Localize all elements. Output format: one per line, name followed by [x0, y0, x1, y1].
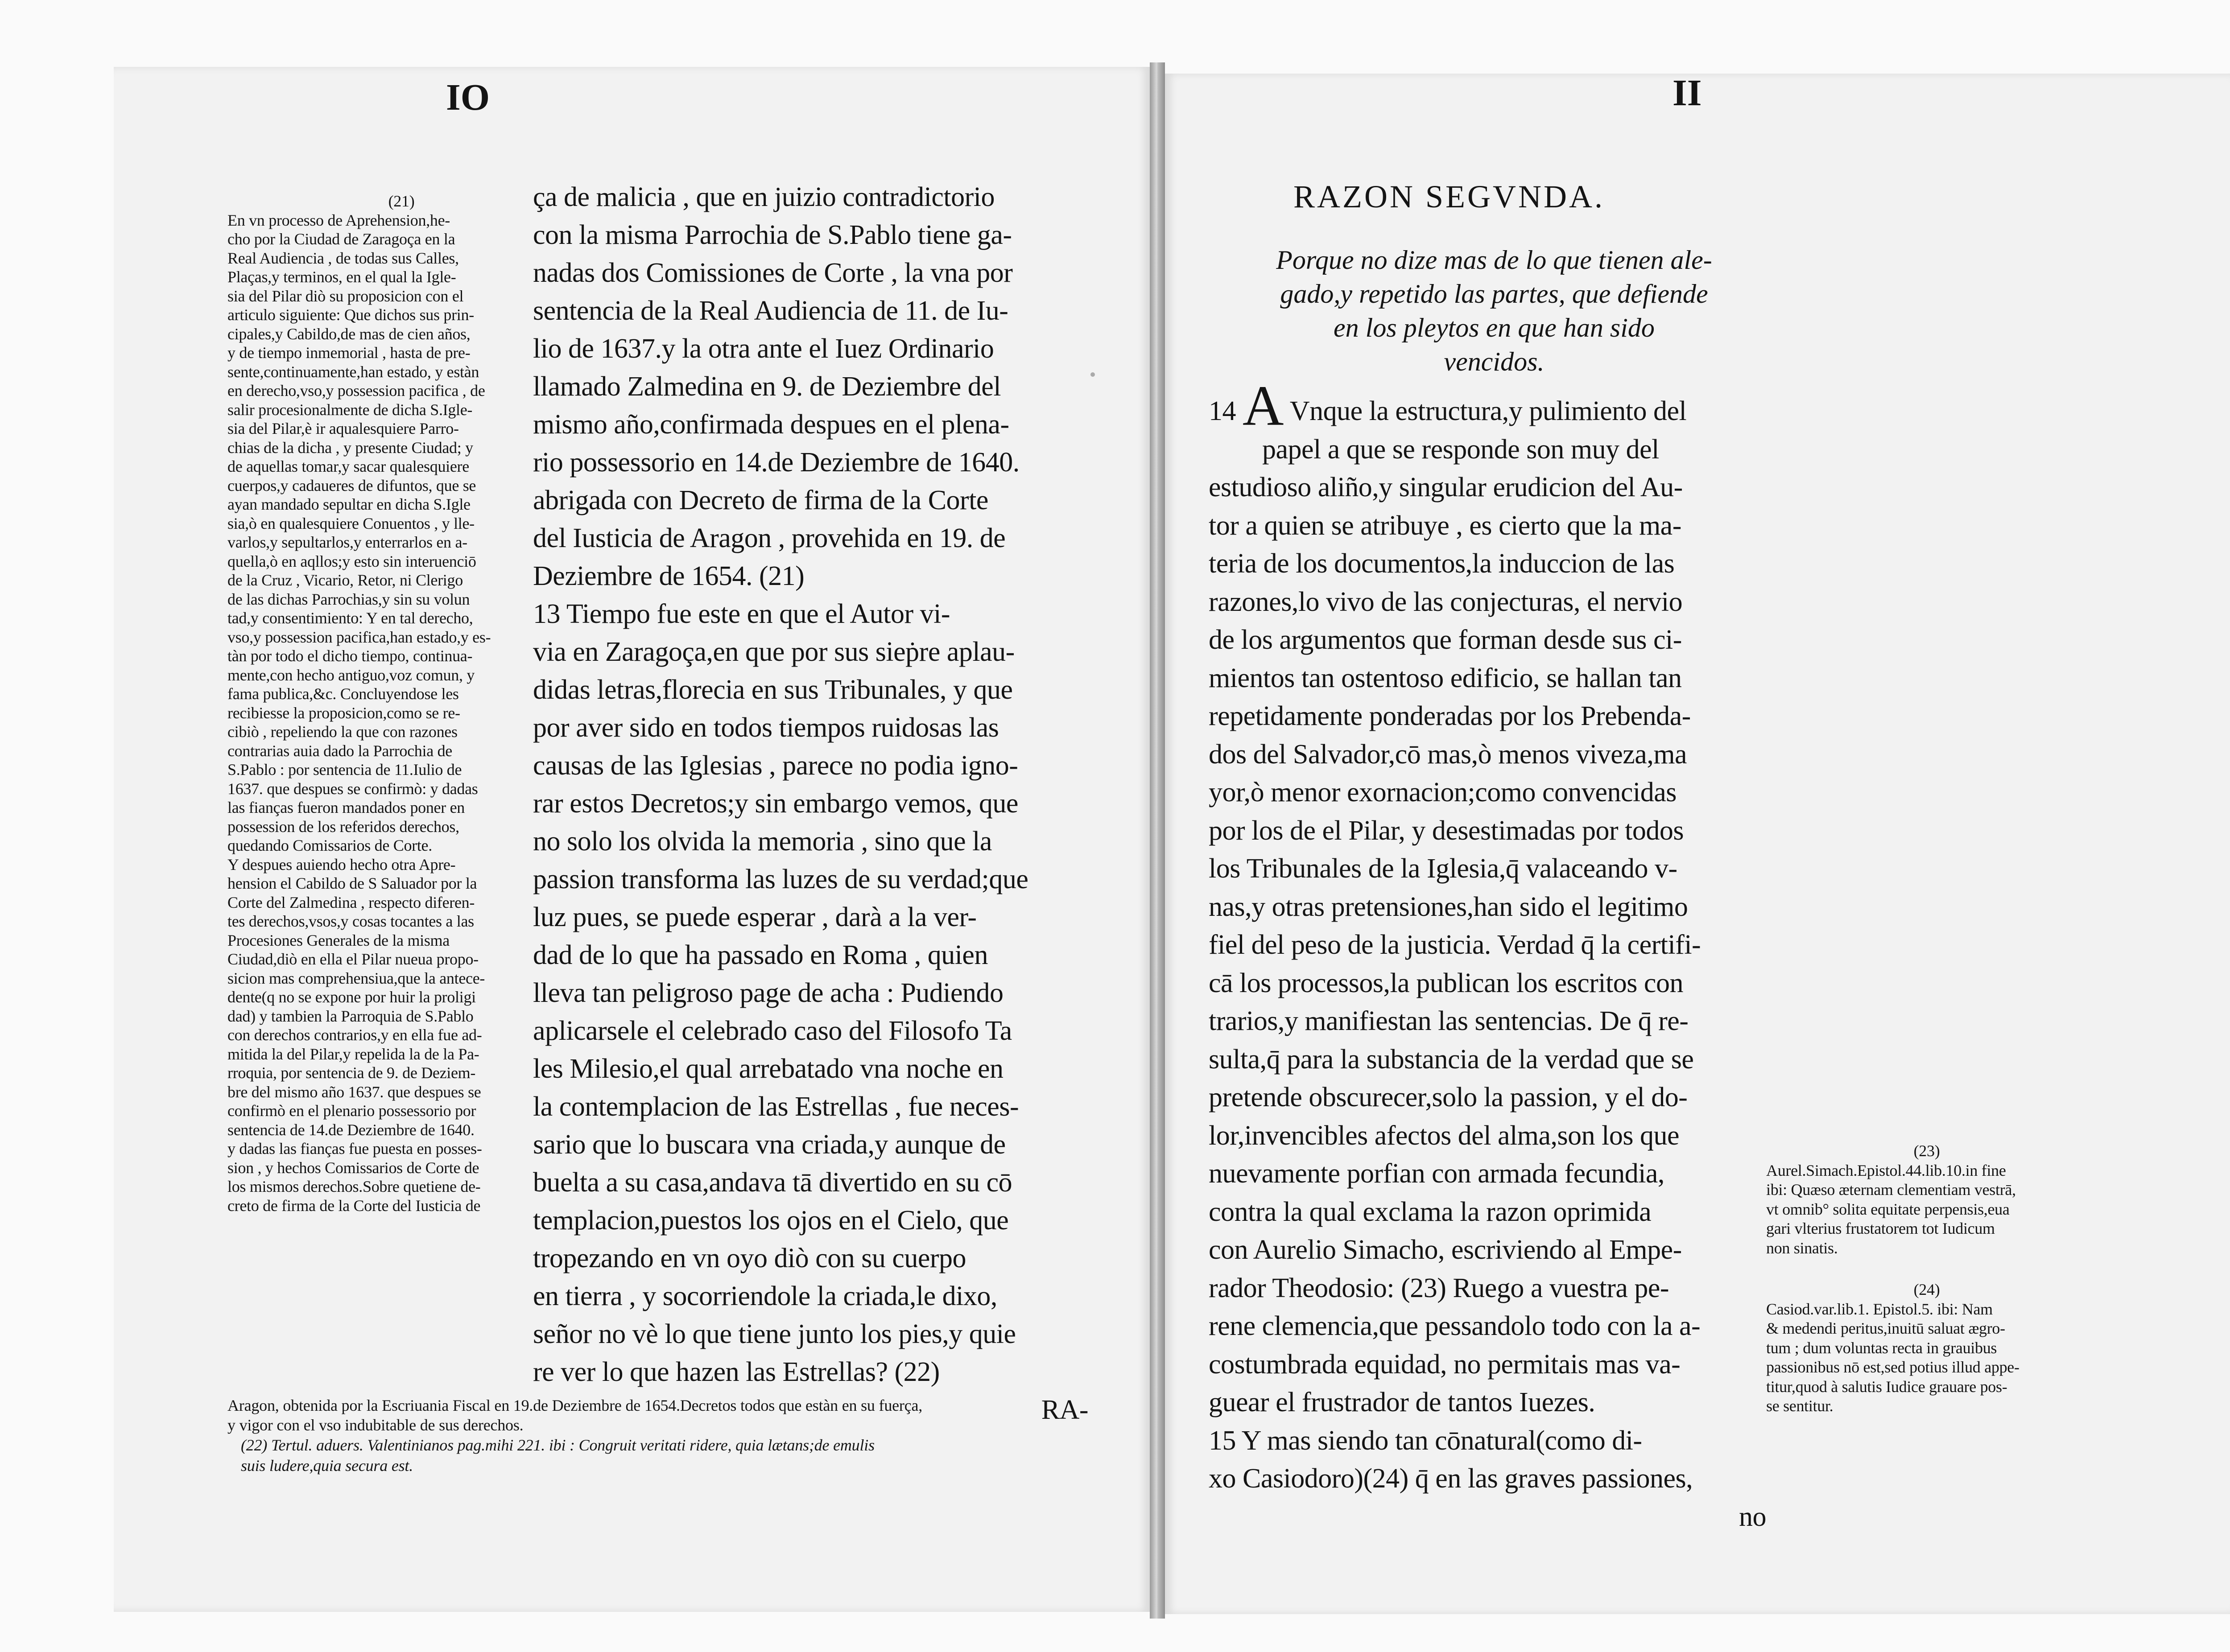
text-line: en tierra , y socorriendole la criada,le dixo,	[533, 1281, 997, 1311]
right-margin-notes	[1766, 1141, 2087, 1416]
text-line: costumbrada equidad, no permitais mas va-	[1209, 1349, 1681, 1380]
text-line: buelta a su casa,andava tā divertido en su cō	[533, 1167, 1012, 1198]
margin-note-line: hension el Cabildo de S Saluador por la	[227, 874, 477, 892]
text-line: 13 Tiempo fue este en que el Autor vi-	[533, 599, 950, 629]
text-line: razones,lo vivo de las conjecturas, el nervio	[1209, 586, 1683, 617]
text-line: pretende obscurecer,solo la passion, y el do-	[1209, 1082, 1688, 1112]
margin-note-line: quedando Comissarios de Corte.	[227, 836, 432, 854]
text-line: luz pues, se puede esperar , darà a la ver-	[533, 902, 977, 932]
text-line: mismo año,confirmada despues en el plena-	[533, 409, 1009, 440]
text-line: rio possessorio en 14.de Deziembre de 1640.	[533, 447, 1020, 478]
subheading-line: en los pleytos en que han sido	[1334, 313, 1655, 342]
dropcap-line	[1209, 374, 1766, 437]
margin-note-line: gari vlterius frustatorem tot Iudicum	[1766, 1219, 1995, 1237]
margin-note-line: sion , y hechos Comissarios de Corte de	[227, 1158, 479, 1177]
text-line: lio de 1637.y la otra ante el Iuez Ordinario	[533, 334, 994, 364]
margin-note-line: dad) y tambien la Parroquia de S.Pablo	[227, 1007, 474, 1025]
text-line: templacion,puestos los ojos en el Cielo, que	[533, 1205, 1009, 1236]
margin-note-line: confirmò en el plenario possessorio por	[227, 1102, 476, 1120]
text-line: rar estos Decretos;y sin embargo vemos, que	[533, 788, 1018, 819]
text-line: sulta,q̄ para la substancia de la verdad que se	[1209, 1044, 1694, 1075]
margin-note-line: Procesiones Generales de la misma	[227, 931, 450, 949]
text-line: repetidamente ponderadas por los Prebenda-	[1209, 701, 1691, 731]
text-line: via en Zaragoça,en que por sus sieṗre aplau-	[533, 637, 1015, 667]
margin-note-line: cuerpos,y cadaueres de difuntos, que se	[227, 476, 476, 494]
text-line: trarios,y manifiestan las sentencias. De q̄ re-	[1209, 1006, 1689, 1036]
text-line: ça de malicia , que en juizio contradictorio	[533, 182, 995, 212]
margin-note-line: mitida la del Pilar,y repelida la de la Pa-	[227, 1045, 479, 1063]
margin-note-line: varlos,y sepultarlos,y enterrarlos en a-	[227, 533, 467, 551]
text-line: la contemplacion de las Estrellas , fue neces-	[533, 1092, 1019, 1122]
text-line: 15 Y mas siendo tan cōnatural(como di-	[1209, 1425, 1642, 1456]
text-line: con Aurelio Simacho, escriviendo al Empe-	[1209, 1235, 1682, 1265]
margin-note-line: Ciudad,diò en ella el Pilar nueua propo-	[227, 950, 479, 968]
text-line: rador Theodosio: (23) Ruego a vuestra pe-	[1209, 1273, 1669, 1303]
margin-note-line: Plaças,y terminos, en el qual la Igle-	[227, 268, 456, 286]
margin-note-line: & medendi peritus,inuitū saluat ægro-	[1766, 1319, 2005, 1337]
margin-note-line: Casiod.var.lib.1. Epistol.5. ibi: Nam	[1766, 1300, 1993, 1318]
left-main-lines	[533, 178, 1088, 1391]
right-main-lines	[1209, 469, 1766, 1498]
margin-note-line: cho por la Ciudad de Zaragoça en la	[227, 230, 455, 248]
margin-note-line: Aurel.Simach.Epistol.44.lib.10.in fine	[1766, 1161, 2006, 1179]
margin-note-line: y dadas las fianças fue puesta en posses-	[227, 1140, 482, 1158]
right-page-number: II	[1672, 72, 1702, 114]
text-line: causas de las Iglesias , parece no podia igno-	[533, 750, 1018, 781]
margin-note-line: tàn por todo el dicho tiempo, continua-	[227, 647, 473, 665]
right-main-text	[1209, 374, 1766, 1536]
text-line: fiel del peso de la justicia. Verdad q̄ la certifi-	[1209, 930, 1701, 960]
margin-note-line: tum ; dum voluntas recta in grauibus	[1766, 1339, 1997, 1357]
text-line: mientos tan ostentoso edificio, se hallan tan	[1209, 663, 1682, 693]
margin-note-line: los mismos derechos.Sobre quetiene de-	[227, 1178, 481, 1195]
footnote-line: suis ludere,quia secura est.	[241, 1457, 413, 1475]
text-line: lleva tan peligroso page de acha : Pudiendo	[533, 978, 1004, 1008]
text-line: contra la qual exclama la razon oprimida	[1209, 1196, 1652, 1227]
text-line: didas letras,florecia en sus Tribunales, y que	[533, 675, 1013, 705]
text-line: tropezando en vn oyo diò con su cuerpo	[533, 1243, 966, 1273]
margin-note-line: vt omnib° solita equitate perpensis,eua	[1766, 1200, 2010, 1218]
margin-note-line: con derechos contrarios,y en ella fue ad-	[227, 1026, 482, 1044]
text-line: señor no vè lo que tiene junto los pies,y quie	[533, 1319, 1016, 1349]
text-line: guear el frustrador de tantos Iuezes.	[1209, 1387, 1595, 1417]
margin-note-lines	[227, 211, 575, 1215]
paper-speck	[1090, 372, 1095, 377]
right-catchword: no	[1739, 1501, 1766, 1532]
margin-note-line: non sinatis.	[1766, 1239, 1838, 1257]
margin-note-line: sia del Pilar diò su proposicion con el	[227, 287, 464, 305]
text-line: dad de lo que ha passado en Roma , quien	[533, 940, 988, 970]
margin-note-line: cibiò , repeliendo la que con razones	[227, 723, 458, 741]
text-line: nuevamente porfian con armada fecundia,	[1209, 1158, 1664, 1189]
margin-note-line: en derecho,vso,y possession pacifica , de	[227, 382, 485, 400]
full-width-line: y vigor con el vso indubitable de sus derechos.	[227, 1416, 524, 1434]
text-line: yor,ò menor exornacion;como convencidas	[1209, 777, 1677, 807]
text-line: cā los processos,la publican los escritos con	[1209, 968, 1683, 998]
margin-note-line: passionibus nō est,sed potius illud appe-	[1766, 1358, 2019, 1376]
dropcap-letter: A	[1243, 374, 1284, 437]
margin-note-line: ayan mandado sepultar en dicha S.Igle	[227, 495, 471, 513]
margin-note-line: mente,con hecho antiguo,voz comun, y	[227, 666, 475, 684]
paragraph-number: 14	[1209, 396, 1236, 426]
subheading-line: gado,y repetido las partes, que defiende	[1280, 279, 1708, 309]
margin-note-line: sia del Pilar,è ir aqualesquiere Parro-	[227, 420, 459, 437]
text-line: lor,invencibles afectos del alma,son los que	[1209, 1120, 1680, 1151]
margin-note-line: sente,continuamente,han estado, y estàn	[227, 363, 479, 381]
text-line: re ver lo que hazen las Estrellas? (22)	[533, 1357, 940, 1387]
left-margin-note	[227, 192, 575, 1215]
margin-note-line: possession de los referidos derechos,	[227, 817, 459, 836]
left-page-number: IO	[446, 77, 490, 118]
margin-note-line: Y despues auiendo hecho otra Apre-	[227, 855, 456, 873]
margin-note-line: de la Cruz , Vicario, Retor, ni Clerigo	[227, 571, 463, 589]
margin-note-line: Corte del Zalmedina , respecto diferen-	[227, 893, 475, 911]
full-width-line: Aragon, obtenida por la Escriuania Fiscal en 19.de Deziembre de 1654.Decretos todos que estàn en su fuerça,	[227, 1397, 923, 1414]
margin-note-line: titur,quod à salutis Iudice grauare pos-	[1766, 1377, 2007, 1396]
text-line: por los de el Pilar, y desestimadas por todos	[1209, 815, 1684, 846]
second-line: papel a que se responde son muy del	[1262, 434, 1659, 465]
text-line: de los argumentos que forman desde sus ci-	[1209, 625, 1682, 655]
margin-note-line: rroquia, por sentencia de 9. de Deziem-	[227, 1064, 476, 1082]
text-line: Deziembre de 1654. (21)	[533, 561, 805, 591]
margin-note-line: articulo siguiente: Que dichos sus prin-	[227, 306, 474, 324]
text-line: no solo los olvida la memoria , sino que la	[533, 826, 992, 857]
margin-note-line: fama publica,&c. Concluyendose les	[227, 685, 459, 703]
text-line: abrigada con Decreto de firma de la Corte	[533, 485, 988, 515]
text-line: sario que lo buscara vna criada,y aunque de	[533, 1129, 1006, 1160]
text-line: dos del Salvador,cō mas,ò menos viveza,ma	[1209, 739, 1687, 770]
section-heading: RAZON SEGVNDA.	[1293, 179, 1605, 214]
section-subheading	[1218, 243, 1771, 379]
margin-note-line: Real Audiencia , de todas sus Calles,	[227, 249, 459, 267]
left-main-text	[533, 178, 1088, 1429]
margin-note-line: chias de la dicha , y presente Ciudad; y	[227, 438, 473, 457]
margin-note-line: contrarias auia dado la Parrochia de	[227, 742, 452, 760]
margin-note-line: cipales,y Cabildo,de mas de cien años,	[227, 325, 471, 343]
margin-note-line: ibi: Quæso æternam clementiam vestrā,	[1766, 1181, 2016, 1199]
margin-note-line: de las dichas Parrochias,y sin su volun	[227, 590, 470, 608]
margin-note-line: 1637. que despues se confirmò: y dadas	[227, 779, 478, 798]
text-line: passion transforma las luzes de su verdad;que	[533, 864, 1028, 894]
margin-note-line: dente(q no se expone por huir la proligi	[227, 988, 476, 1006]
margin-note-line: En vn processo de Aprehension,he-	[227, 211, 450, 229]
margin-note-line: sicion mas comprehensiua,que la antece-	[227, 969, 485, 987]
margin-note-line: sentencia de 14.de Deziembre de 1640.	[227, 1121, 475, 1139]
left-footnote	[241, 1435, 875, 1476]
text-line: nas,y otras pretensiones,han sido el legitimo	[1209, 891, 1688, 922]
text-line: nadas dos Comissiones de Corte , la vna por	[533, 258, 1013, 288]
text-line: tor a quien se atribuye , es cierto que la ma-	[1209, 510, 1681, 541]
margin-note-line: tes derechos,vsos,y cosas tocantes a las	[227, 912, 474, 930]
margin-note-line: vso,y possession pacifica,han estado,y es-	[227, 628, 491, 646]
left-full-width-note	[227, 1396, 922, 1435]
margin-note-line: creto de firma de la Corte del Iusticia de	[227, 1196, 481, 1215]
margin-note-line: y de tiempo inmemorial , hasta de pre-	[227, 344, 471, 362]
left-catchword: RA-	[1041, 1395, 1088, 1425]
text-line: estudioso aliño,y singular erudicion del Au-	[1209, 472, 1683, 503]
margin-note-number: (24)	[1913, 1281, 1940, 1298]
margin-note-line: de aquellas tomar,y sacar qualesquiere	[227, 457, 469, 475]
subheading-line: Porque no dize mas de lo que tienen ale-	[1276, 245, 1712, 275]
text-line: aplicarsele el celebrado caso del Filosofo Ta	[533, 1016, 1012, 1046]
text-line: les Milesio,el qual arrebatado vna noche en	[533, 1054, 1004, 1084]
first-line-text: Vnque la estructura,y pulimiento del	[1289, 396, 1687, 426]
margin-note-line: S.Pablo : por sentencia de 11.Iulio de	[227, 761, 462, 779]
footnote-line: (22) Tertul. aduers. Valentinianos pag.mihi 221. ibi : Congruit veritati ridere, quia lætans;de emulis	[241, 1436, 875, 1454]
text-line: rene clemencia,que pessandolo todo con la a-	[1209, 1311, 1701, 1341]
margin-note-number: (21)	[388, 192, 415, 210]
subheading-line: vencidos.	[1444, 347, 1544, 376]
text-line: teria de los documentos,la induccion de las	[1209, 548, 1675, 579]
margin-note-number: (23)	[1913, 1142, 1940, 1160]
margin-note-line: salir procesionalmente de dicha S.Igle-	[227, 400, 473, 419]
margin-note-line: se sentitur.	[1766, 1397, 1834, 1415]
margin-note-line: las fianças fueron mandados poner en	[227, 799, 465, 816]
text-line: llamado Zalmedina en 9. de Deziembre del	[533, 371, 1001, 402]
margin-note-line: tad,y consentimiento: Y en tal derecho,	[227, 609, 473, 627]
text-line: del Iusticia de Aragon , provehida en 19. de	[533, 523, 1006, 553]
book-gutter	[1150, 62, 1165, 1619]
margin-note-line: bre del mismo año 1637. que despues se	[227, 1083, 481, 1101]
margin-note-line: recibiesse la proposicion,como se re-	[227, 704, 460, 722]
text-line: con la misma Parrochia de S.Pablo tiene ga-	[533, 220, 1012, 250]
margin-note-line: quella,ò en aqllos;y esto sin interuenciō	[227, 552, 476, 570]
margin-note-line: sia,ò en qualesquiere Conuentos , y lle-	[227, 514, 475, 532]
text-line: sentencia de la Real Audiencia de 11. de Iu-	[533, 296, 1008, 326]
text-line: los Tribunales de la Iglesia,q̄ valaceando v-	[1209, 853, 1677, 884]
text-line: por aver sido en todos tiempos ruidosas las	[533, 713, 999, 743]
text-line: xo Casiodoro)(24) q̄ en las graves passiones,	[1209, 1463, 1693, 1494]
